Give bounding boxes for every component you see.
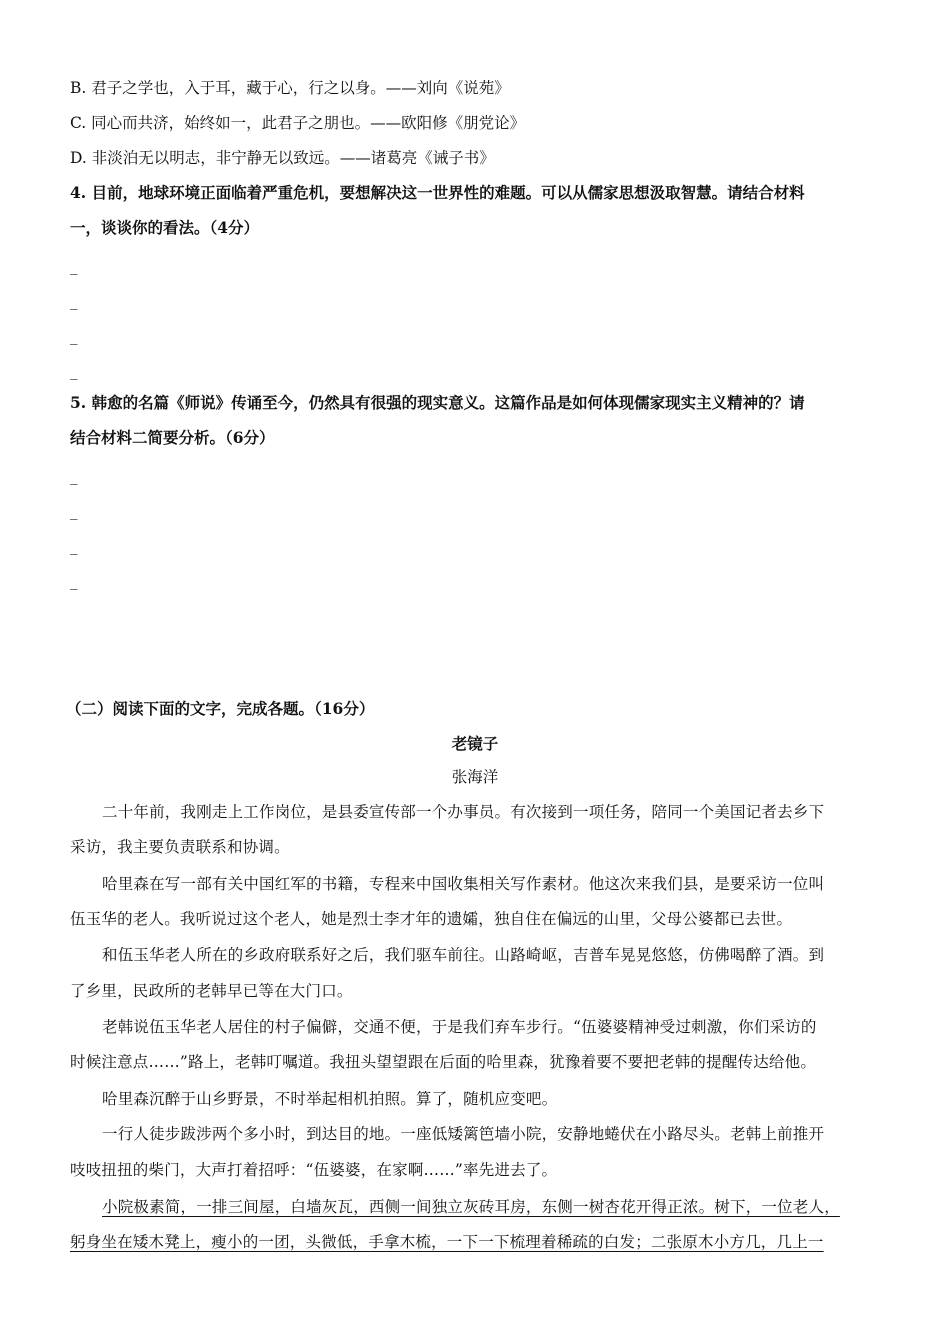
passage-line: 时候注意点……”路上，老韩叮嘱道。我扭头望望跟在后面的哈里森，犹豫着要不要把老韩的提醒传达给他。 [70, 1053, 817, 1071]
answer-blank: _ [70, 467, 78, 485]
answer-blank: _ [70, 572, 78, 590]
passage-line: 哈里森在写一部有关中国红军的书籍，专程来中国收集相关写作素材。他这次来我们县，是要采访一位叫 [102, 875, 825, 893]
question-4-line-1: 4. 目前，地球环境正面临着严重危机，要想解决这一世界性的难题。可以从儒家思想汲取智慧。请结合材料 [70, 183, 805, 202]
answer-blank: _ [70, 257, 78, 275]
option-b: B. 君子之学也，入于耳，藏于心，行之以身。——刘向《说苑》 [70, 79, 510, 97]
option-d: D. 非淡泊无以明志，非宁静无以致远。——诸葛亮《诫子书》 [70, 149, 495, 167]
answer-blank: _ [70, 537, 78, 555]
passage-line-underlined: 躬身坐在矮木凳上，瘦小的一团，头微低，手拿木梳，一下一下梳理着稀疏的白发；二张原木小方几，几上一 [70, 1233, 824, 1251]
passage-title: 老镜子 [451, 734, 499, 753]
answer-blank: _ [70, 502, 78, 520]
passage-line-underlined: 小院极素简，一排三间屋，白墙灰瓦，西侧一间独立灰砖耳房，东侧一树杏花开得正浓。树下，一位老人， [102, 1198, 840, 1216]
passage-line: 伍玉华的老人。我听说过这个老人，她是烈士李才年的遗孀，独自住在偏远的山里，父母公婆都已去世。 [70, 910, 793, 928]
answer-blank: _ [70, 327, 78, 345]
passage-line: 了乡里，民政所的老韩早已等在大门口。 [70, 982, 353, 1000]
question-5-line-2: 结合材料二简要分析。（6分） [70, 428, 275, 447]
question-4-line-2: 一，谈谈你的看法。（4分） [70, 218, 260, 237]
section-heading: （二）阅读下面的文字，完成各题。（16分） [66, 699, 375, 718]
option-c: C. 同心而共济，始终如一，此君子之朋也。——欧阳修《朋党论》 [70, 114, 526, 132]
passage-line: 二十年前，我刚走上工作岗位，是县委宣传部一个办事员。有次接到一项任务，陪同一个美国记者去乡下 [102, 803, 825, 821]
passage-line: 老韩说伍玉华老人居住的村子偏僻，交通不便，于是我们弃车步行。“伍婆婆精神受过刺激，你们采访的 [102, 1018, 817, 1036]
answer-blank: _ [70, 292, 78, 310]
passage-line: 吱吱扭扭的柴门，大声打着招呼：“伍婆婆，在家啊……”率先进去了。 [70, 1161, 558, 1179]
passage-line: 哈里森沉醉于山乡野景，不时举起相机拍照。算了，随机应变吧。 [102, 1090, 558, 1108]
passage-line: 采访，我主要负责联系和协调。 [70, 838, 290, 856]
answer-blank: _ [70, 362, 78, 380]
passage-author: 张海洋 [451, 768, 499, 786]
passage-line: 和伍玉华老人所在的乡政府联系好之后，我们驱车前往。山路崎岖，吉普车晃晃悠悠，仿佛喝醉了酒。到 [102, 946, 825, 964]
passage-line: 一行人徒步跋涉两个多小时，到达目的地。一座低矮篱笆墙小院，安静地蜷伏在小路尽头。老韩上前推开 [102, 1125, 825, 1143]
question-5-line-1: 5. 韩愈的名篇《师说》传诵至今，仍然具有很强的现实意义。这篇作品是如何体现儒家现实主义精神的？请 [70, 393, 805, 412]
